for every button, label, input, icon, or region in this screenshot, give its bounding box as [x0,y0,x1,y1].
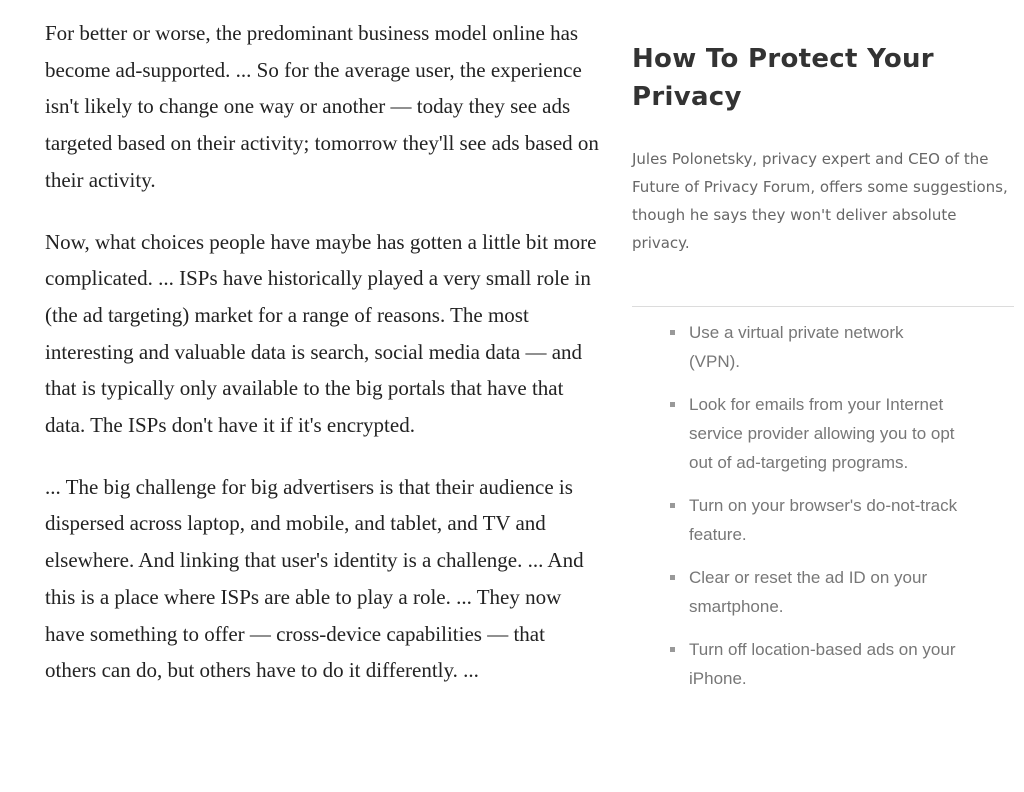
tip-text: Use a virtual private network (VPN). [689,323,904,371]
sidebar-intro: Jules Polonetsky, privacy expert and CEO of the Future of Privacy Forum, offers some suggestions, though he says they won't deliver absolute privacy. [632,150,1008,252]
tip-item [632,635,959,693]
square-bullet-icon [670,503,675,508]
article-paragraph: Now, what choices people have maybe has gotten a little bit more complicated. ... ISPs have historically played a very small role in (the ad targeting) market for a range of reasons. The most interesting and valuable data is search, social media data — and that is typically only available to the big portals that have that data. The ISPs don't have it if it's encrypted. [45,229,597,438]
tip-item [632,491,959,549]
square-bullet-icon [670,575,675,580]
article-body [45,15,601,714]
tip-text: Turn off location-based ads on your iPhone. [689,640,956,688]
tip-text: Turn on your browser's do-not-track feature. [689,496,958,544]
tips-list [632,318,1014,707]
tip-item [632,318,959,376]
tip-text: Clear or reset the ad ID on your smartphone. [689,568,928,616]
square-bullet-icon [670,402,675,407]
article-paragraph: For better or worse, the predominant business model online has become ad-supported. ... So for the average user, the experience isn't likely to change one way or another — today they see ads targeted based on their activity; tomorrow they'll see ads based on their activity. [45,21,599,192]
tip-text: Look for emails from your Internet service provider allowing you to opt out of ad-targeting programs. [689,395,955,472]
sidebar-divider [632,306,1014,307]
square-bullet-icon [670,647,675,652]
tip-item [632,390,959,477]
privacy-sidebar [632,40,1014,688]
article-paragraph: ... The big challenge for big advertisers is that their audience is dispersed across laptop, and mobile, and tablet, and TV and elsewhere. And linking that user's identity is a challenge. ... And this is a place where ISPs are able to play a role. ... They now have something to offer — cross-device capabilities — that others can do, but others have to do it differently. ... [45,474,584,683]
sidebar-title: How To Protect Your Privacy [632,44,934,112]
tip-item [632,563,959,621]
square-bullet-icon [670,330,675,335]
